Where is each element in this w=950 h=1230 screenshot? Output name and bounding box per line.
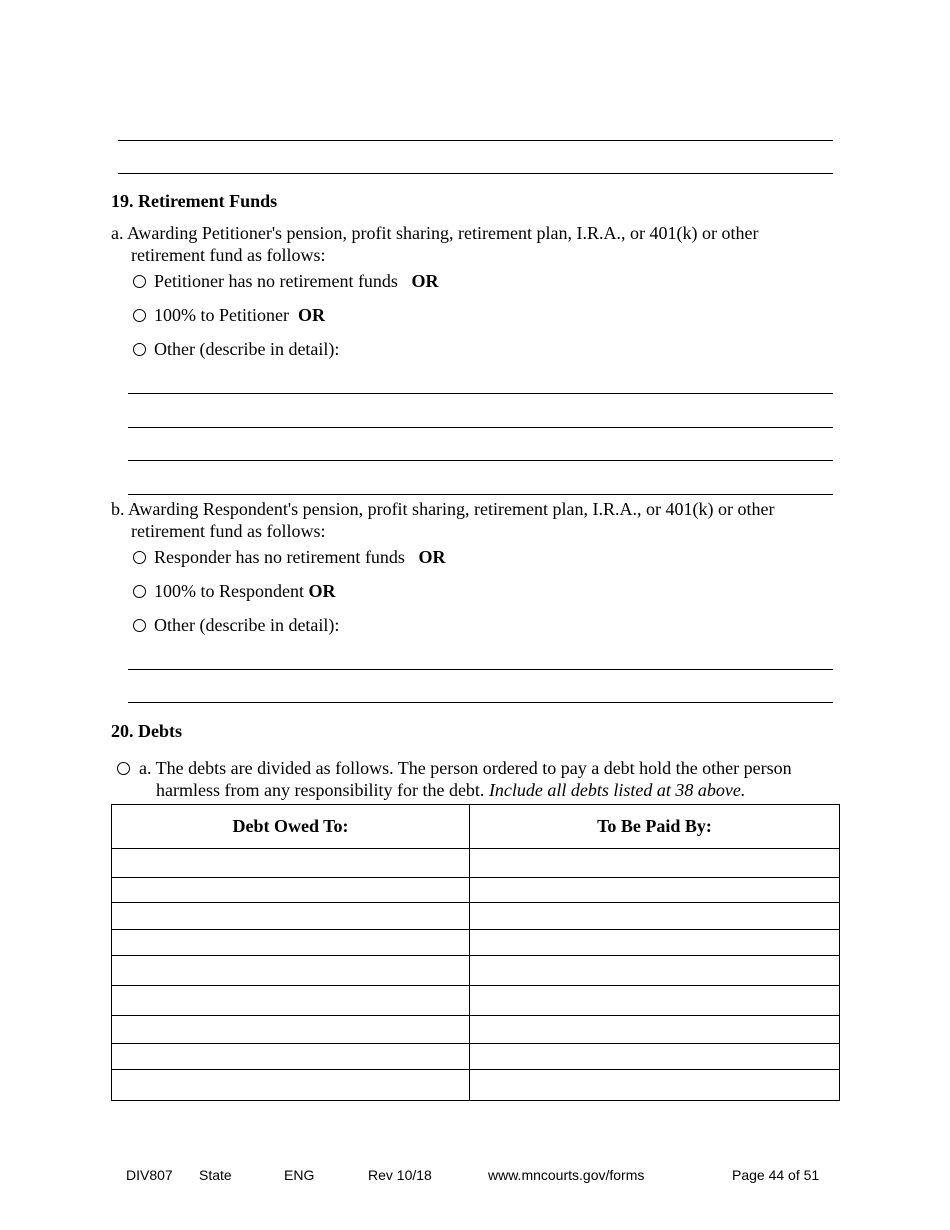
- answer-line[interactable]: [128, 669, 833, 670]
- to-be-paid-by-cell[interactable]: [470, 878, 840, 903]
- or-label: OR: [411, 271, 439, 291]
- table-header-row: [112, 805, 840, 849]
- table-row: [112, 1070, 840, 1101]
- radio-button[interactable]: [133, 343, 146, 356]
- or-label: OR: [297, 305, 325, 325]
- radio-button[interactable]: [117, 762, 130, 775]
- section-19-title: 19. Retirement Funds: [111, 191, 278, 211]
- to-be-paid-by-cell[interactable]: [470, 930, 840, 956]
- table-row: [112, 930, 840, 956]
- table-row: [112, 849, 840, 878]
- debt-owed-to-cell[interactable]: [112, 849, 470, 878]
- option-label: Responder has no retirement funds: [154, 547, 405, 567]
- option-other-petitioner[interactable]: [133, 338, 339, 360]
- option-petitioner-no-funds[interactable]: [133, 270, 438, 292]
- or-label: OR: [308, 581, 336, 601]
- option-label: 100% to Petitioner: [154, 305, 289, 325]
- option-100-to-respondent[interactable]: [133, 580, 336, 602]
- to-be-paid-by-cell[interactable]: [470, 986, 840, 1016]
- answer-line[interactable]: [118, 173, 833, 174]
- column-header-to-be-paid-by: To Be Paid By:: [470, 805, 840, 849]
- table-row: [112, 956, 840, 986]
- table-row: [112, 878, 840, 903]
- debt-owed-to-cell[interactable]: [112, 1070, 470, 1101]
- to-be-paid-by-cell[interactable]: [470, 849, 840, 878]
- debt-owed-to-cell[interactable]: [112, 1044, 470, 1070]
- table-row: [112, 1044, 840, 1070]
- radio-button[interactable]: [133, 275, 146, 288]
- section-20a-plain-text: harmless from any responsibility for the debt.: [156, 780, 485, 800]
- option-100-to-petitioner[interactable]: [133, 304, 325, 326]
- footer-page-number: Page 44 of 51: [732, 1167, 820, 1183]
- option-debts-divided[interactable]: [117, 757, 792, 779]
- answer-line[interactable]: [128, 494, 833, 495]
- footer-revision: Rev 10/18: [368, 1167, 432, 1183]
- debt-owed-to-cell[interactable]: [112, 903, 470, 930]
- table-row: [112, 986, 840, 1016]
- section-19a-text-line1: a. Awarding Petitioner's pension, profit sharing, retirement plan, I.R.A., or 401(k) or other: [111, 223, 759, 243]
- to-be-paid-by-cell[interactable]: [470, 903, 840, 930]
- section-19a-text-line2: retirement fund as follows:: [131, 245, 326, 265]
- option-label: Petitioner has no retirement funds: [154, 271, 398, 291]
- to-be-paid-by-cell[interactable]: [470, 1070, 840, 1101]
- section-19b-text-line1: b. Awarding Respondent's pension, profit sharing, retirement plan, I.R.A., or 401(k) or other: [111, 499, 775, 519]
- debt-owed-to-cell[interactable]: [112, 1016, 470, 1044]
- radio-button[interactable]: [133, 309, 146, 322]
- table-row: [112, 903, 840, 930]
- answer-line[interactable]: [118, 140, 833, 141]
- answer-line[interactable]: [128, 702, 833, 703]
- debt-owed-to-cell[interactable]: [112, 956, 470, 986]
- answer-line[interactable]: [128, 460, 833, 461]
- answer-line[interactable]: [128, 393, 833, 394]
- debt-owed-to-cell[interactable]: [112, 930, 470, 956]
- to-be-paid-by-cell[interactable]: [470, 1044, 840, 1070]
- radio-button[interactable]: [133, 619, 146, 632]
- section-20a-text-line1: a. The debts are divided as follows. The person ordered to pay a debt hold the other person: [139, 758, 792, 778]
- section-19b-text-line2: retirement fund as follows:: [131, 521, 326, 541]
- or-label: OR: [418, 547, 446, 567]
- table-row: [112, 1016, 840, 1044]
- option-label: Other (describe in detail):: [154, 339, 340, 359]
- section-20a-text-line2: [156, 779, 745, 801]
- footer-form-id: DIV807: [126, 1167, 173, 1183]
- radio-button[interactable]: [133, 585, 146, 598]
- debts-table: [111, 804, 840, 1101]
- footer-url: www.mncourts.gov/forms: [488, 1167, 645, 1183]
- debt-owed-to-cell[interactable]: [112, 878, 470, 903]
- to-be-paid-by-cell[interactable]: [470, 1016, 840, 1044]
- section-20a-italic-note: Include all debts listed at 38 above.: [488, 780, 746, 800]
- section-20-title: 20. Debts: [111, 721, 182, 741]
- option-other-respondent[interactable]: [133, 614, 339, 636]
- option-label: Other (describe in detail):: [154, 615, 340, 635]
- radio-button[interactable]: [133, 551, 146, 564]
- footer-language: ENG: [284, 1167, 315, 1183]
- debt-owed-to-cell[interactable]: [112, 986, 470, 1016]
- option-responder-no-funds[interactable]: [133, 546, 445, 568]
- footer-jurisdiction: State: [199, 1167, 232, 1183]
- option-label: 100% to Respondent: [154, 581, 304, 601]
- column-header-debt-owed-to: Debt Owed To:: [112, 805, 470, 849]
- to-be-paid-by-cell[interactable]: [470, 956, 840, 986]
- answer-line[interactable]: [128, 427, 833, 428]
